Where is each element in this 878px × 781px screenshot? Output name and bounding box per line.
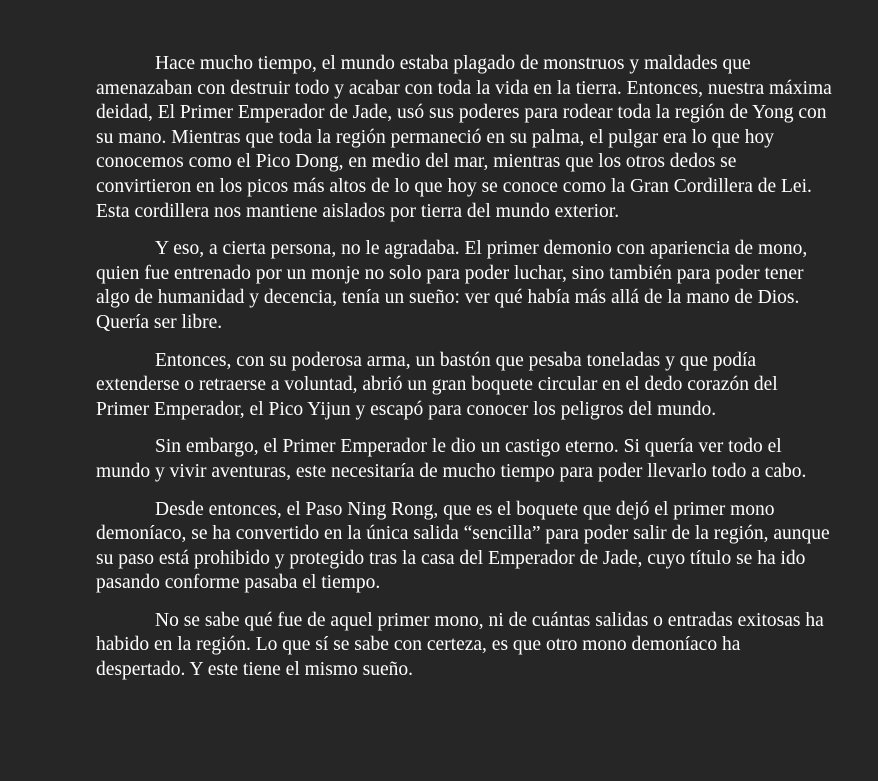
paragraph: Desde entonces, el Paso Ning Rong, que es el boquete que dejó el primer mono demoníaco, se ha convertido en la única salida “sencilla” para poder salir de la región, aunque su paso está prohibido y protegido tras la casa del Emperador de Jade, cuyo título se ha ido pasando conforme pasaba el tiempo. — [96, 498, 830, 594]
paragraph: No se sabe qué fue de aquel primer mono, ni de cuántas salidas o entradas exitosas ha habido en la región. Lo que sí se sabe con certeza, es que otro mono demoníaco ha despertado. Y este tiene el mismo sueño. — [96, 609, 824, 681]
paragraph: Entonces, con su poderosa arma, un bastón que pesaba toneladas y que podía extenderse o retraerse a voluntad, abrió un gran boquete circular en el dedo corazón del Primer Emperador, el Pico Yijun y escapó para conocer los peligros del mundo. — [96, 349, 778, 420]
paragraph: Sin embargo, el Primer Emperador le dio un castigo eterno. Si quería ver todo el mundo y vivir aventuras, este necesitaría de mucho tiempo para poder llevarlo todo a cabo. — [96, 436, 807, 482]
paragraph: Y eso, a cierta persona, no le agradaba. El primer demonio con apariencia de mono, quien fue entrenado por un monje no solo para poder luchar, sino también para poder tener algo de humanidad y decencia, tenía un sueño: ver qué había más allá de la mano de Dios. Quería ser libre. — [96, 238, 808, 333]
paragraph: Hace mucho tiempo, el mundo estaba plagado de monstruos y maldades que amenazaban con destruir todo y acabar con toda la vida en la tierra. Entonces, nuestra máxima deidad, El Primer Emperador de Jade, usó sus poderes para rodear toda la región de Yong con su mano. Mientras que toda la región permaneció en su palma, el pulgar era lo que hoy conocemos como el Pico Dong, en medio del mar, mientras que los otros dedos se convirtieron en los picos más altos de lo que hoy se conoce como la Gran Cordillera de Lei. Esta cordillera nos mantiene aislados por tierra del mundo exterior. — [96, 53, 832, 222]
